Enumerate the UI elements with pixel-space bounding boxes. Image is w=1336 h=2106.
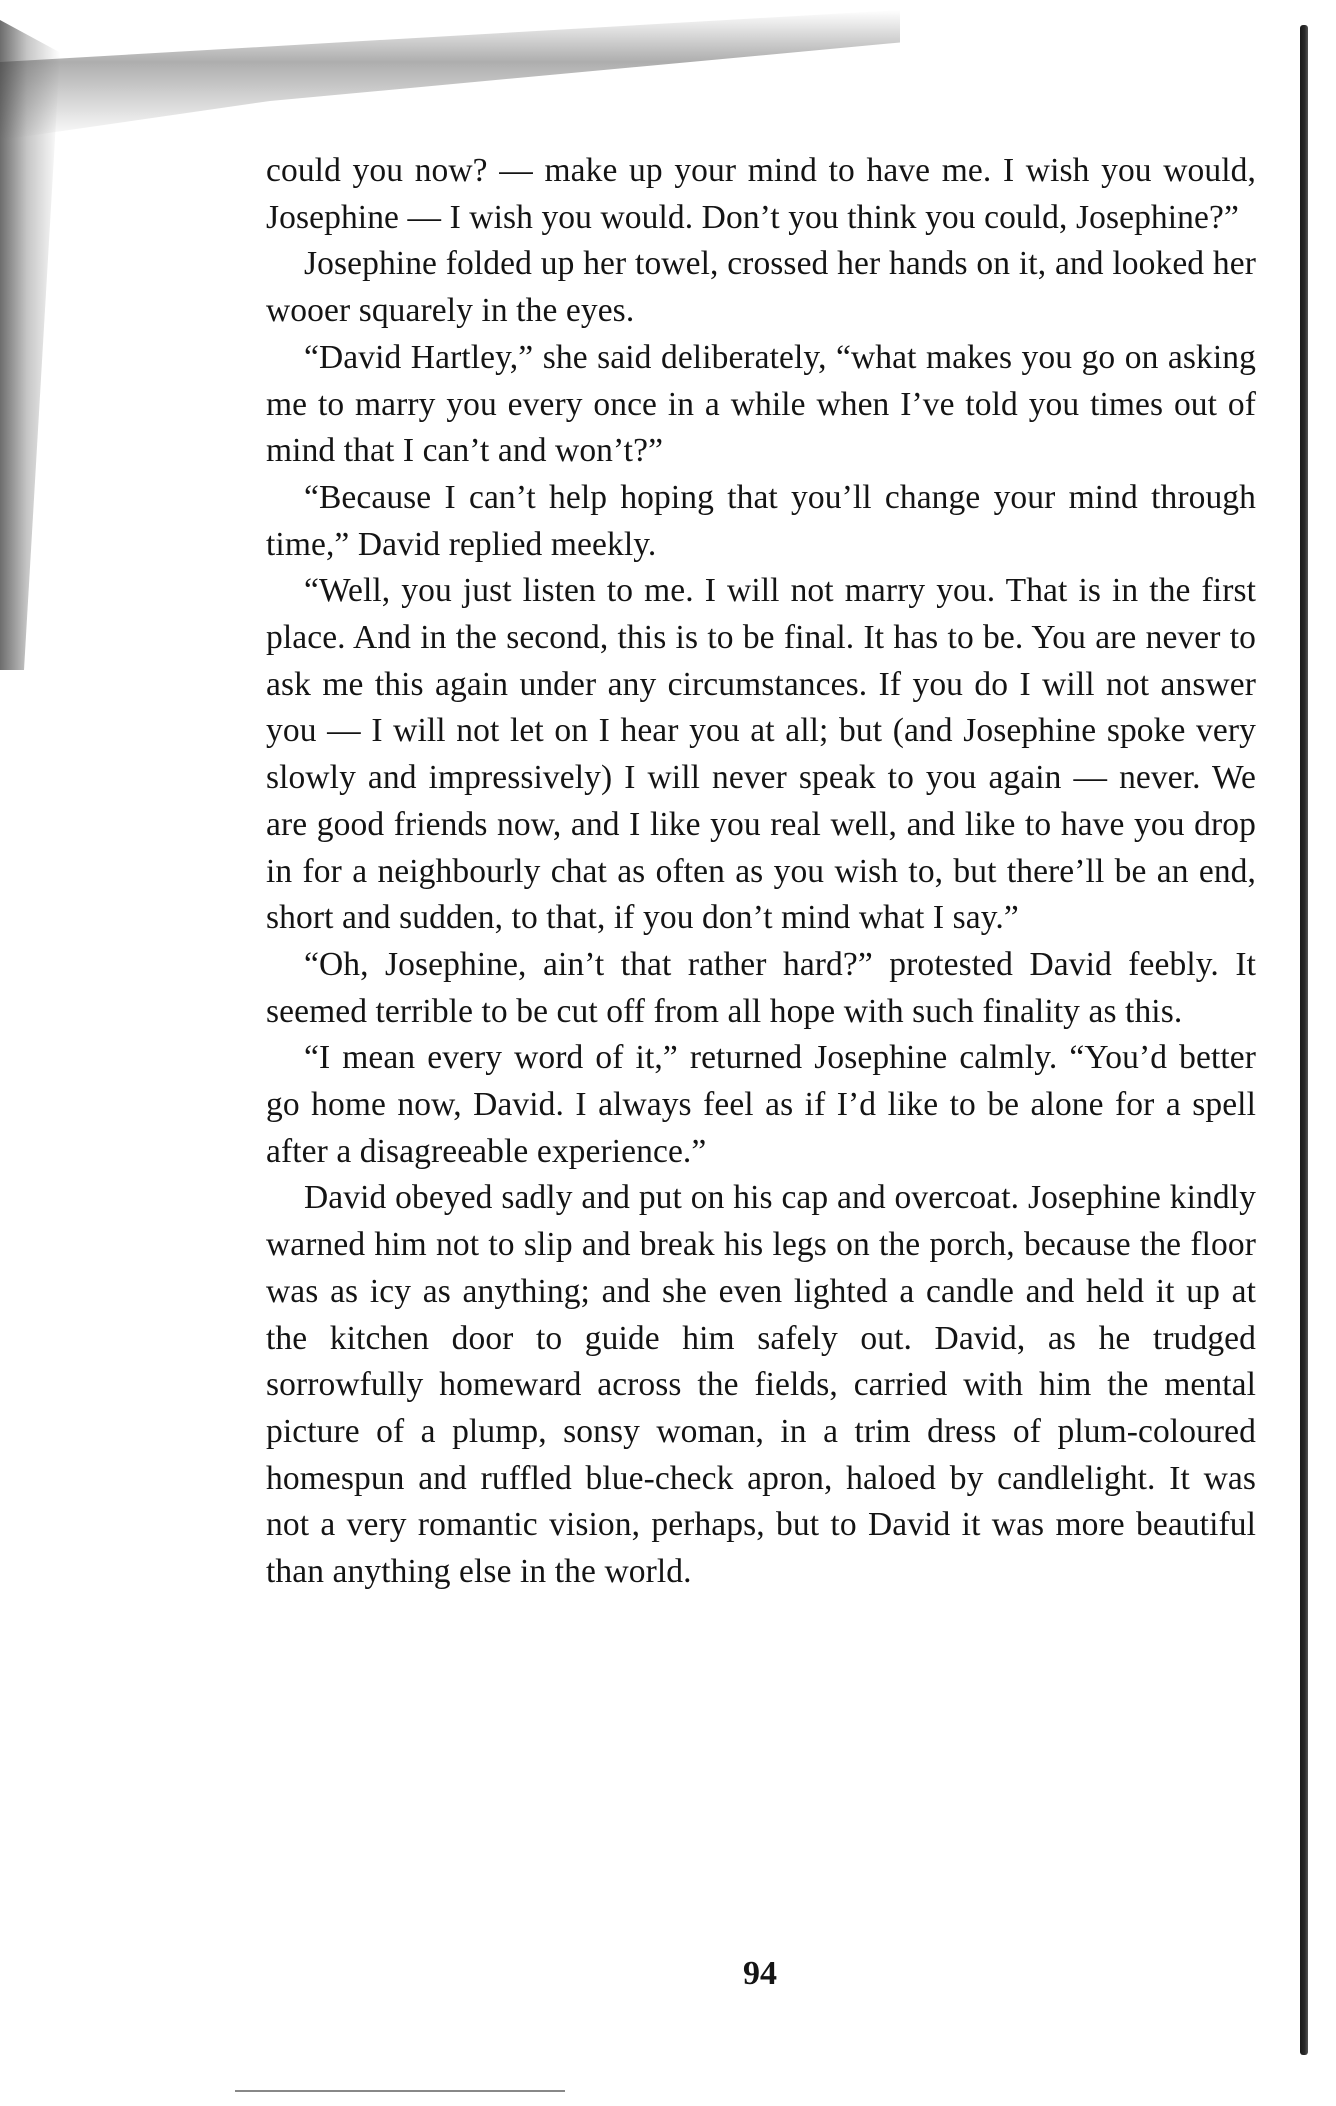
scan-shadow-left — [0, 20, 60, 670]
paragraph: David obeyed sadly and put on his cap and overcoat. Josephine kindly warned him not to slip and break his legs on the porch, because the floor was as icy as anything; and she even lighted a candle and held it up at the kitchen door to guide him safely out. David, as he trudged sorrowfully homeward across the fields, carried with him the mental picture of a plump, sonsy woman, in a trim dress of plum-coloured homespun and ruffled blue-check apron, haloed by candlelight. It was not a very romantic vision, perhaps, but to David it was more beautiful than anything else in the world. — [266, 1179, 1256, 1591]
paragraph: Josephine folded up her towel, crossed her hands on it, and looked her wooer squarely in the eyes. — [266, 245, 1256, 330]
paragraph: “I mean every word of it,” returned Josephine calmly. “You’d better go home now, David. I always feel as if I’d like to be alone for a spell after a disagreeable experience.” — [266, 1039, 1256, 1170]
scan-bottom-rule — [235, 2090, 565, 2092]
scan-page-edge — [1300, 25, 1308, 2055]
paragraph: “David Hartley,” she said deliberately, “what makes you go on asking me to marry you every once in a while when I’ve told you times out of mind that I can’t and won’t?” — [266, 338, 1256, 470]
paragraph: “Oh, Josephine, ain’t that rather hard?” protested David feebly. It seemed terrible to be cut off from all hope with such finality as this. — [266, 945, 1256, 1030]
body-text — [266, 148, 1256, 1596]
paragraph: “Well, you just listen to me. I will not marry you. That is in the first place. And in the second, this is to be final. It has to be. You are never to ask me this again under any circumstances. If you do I will not answer you — I will not let on I hear you at all; but (and Josephine spoke very slowly and impressively) I will never speak to you again — never. We are good friends now, and I like you real well, and like to have you drop in for a neighbourly chat as often as you wish to, but there’ll be an end, short and sudden, to that, if you don’t mind what I say.” — [266, 572, 1256, 937]
page-number: 94 — [743, 1955, 777, 1992]
paragraph: could you now? — make up your mind to have me. I wish you would, Josephine — I wish you would. Don’t you think you could, Josephine?” — [266, 152, 1256, 236]
scan-shadow-top — [0, 10, 900, 140]
paragraph: “Because I can’t help hoping that you’ll change your mind through time,” David replied meekly. — [266, 478, 1256, 563]
